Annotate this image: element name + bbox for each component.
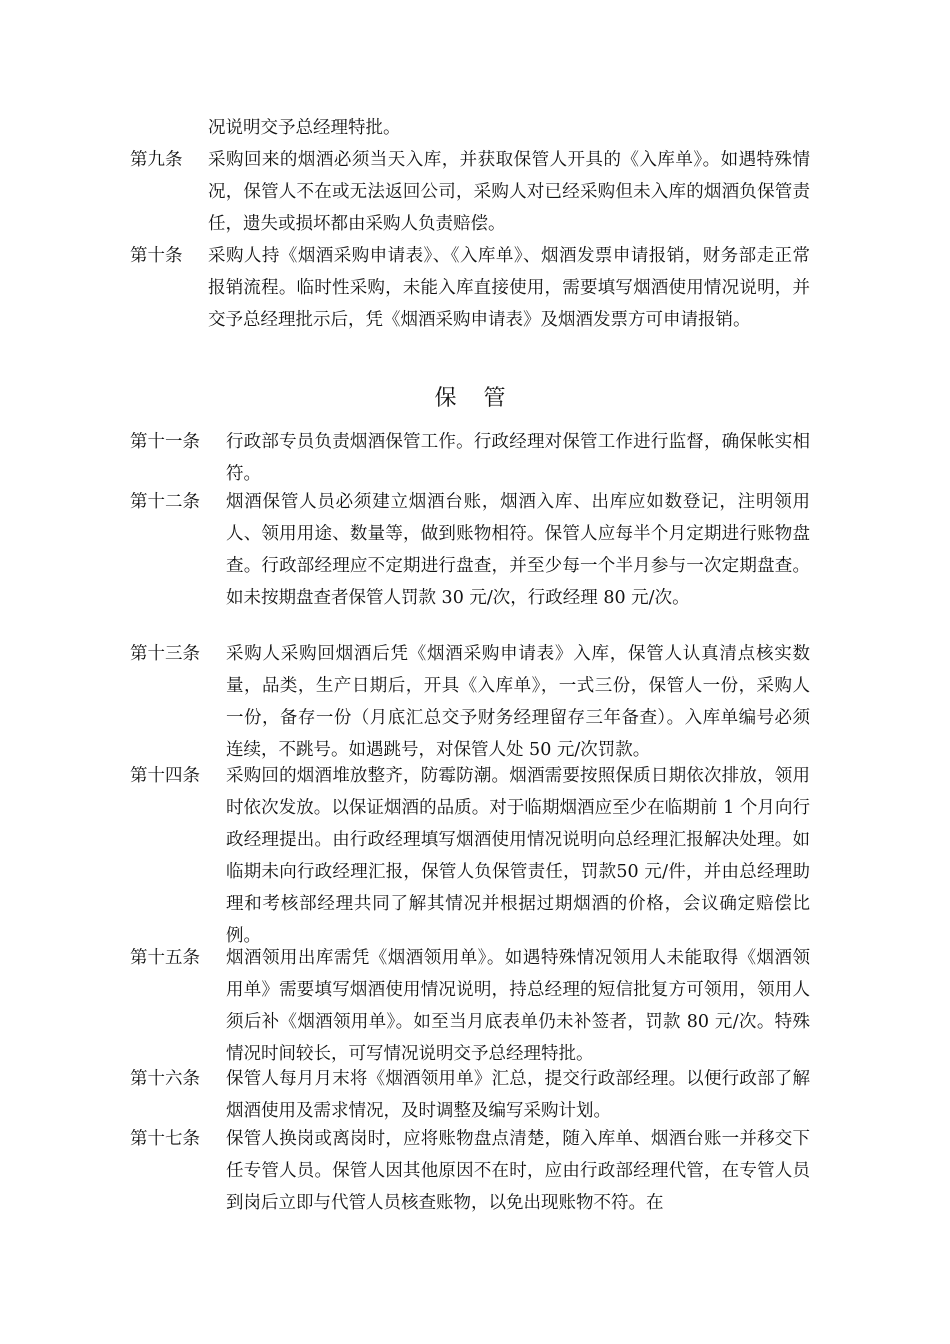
article-label: 第十二条 <box>130 492 200 512</box>
article-10 <box>130 240 810 336</box>
article-text: 保管人换岗或离岗时，应将账物盘点清楚，随入库单、烟酒台账一并移交下任专管人员。保管人因其他原因不在时，应由行政部经理代管，在专管人员到岗后立即与代管人员核查账物，以免出现账物不符。在 <box>226 1129 810 1213</box>
article-text: 采购人持《烟酒采购申请表》、《入库单》、烟酒发票申请报销，财务部走正常报销流程。临时性采购，未能入库直接使用，需要填写烟酒使用情况说明，并交予总经理批示后，凭《烟酒采购申请表》及烟酒发票方可申请报销。 <box>208 246 810 330</box>
article-text: 烟酒保管人员必须建立烟酒台账，烟酒入库、出库应如数登记，注明领用人、领用用途、数量等，做到账物相符。保管人应每半个月定期进行账物盘查。行政部经理应不定期进行盘查，并至少每一个半月参与一次定期盘查。如未按期盘查者保管人罚款 30 元/次，行政经理 80 元/次。 <box>226 492 810 608</box>
article-16 <box>130 1063 810 1127</box>
section-title: 保 管 <box>434 386 516 411</box>
article-text: 行政部专员负责烟酒保管工作。行政经理对保管工作进行监督，确保帐实相符。 <box>226 432 810 484</box>
article-11 <box>130 426 810 490</box>
article-text: 采购回来的烟酒必须当天入库，并获取保管人开具的《入库单》。如遇特殊情况，保管人不在或无法返回公司，采购人对已经采购但未入库的烟酒负保管责任，遗失或损坏都由采购人负责赔偿。 <box>208 150 810 234</box>
article-label: 第十一条 <box>130 432 200 452</box>
article-label: 第十四条 <box>130 766 200 786</box>
article-text: 烟酒领用出库需凭《烟酒领用单》。如遇特殊情况领用人未能取得《烟酒领用单》需要填写烟酒使用情况说明，持总经理的短信批复方可领用，领用人须后补《烟酒领用单》。如至当月底表单仍未补签者，罚款 80 元/次。特殊情况时间较长，可写情况说明交予总经理特批。 <box>226 948 810 1064</box>
article-14 <box>130 760 810 952</box>
article-label: 第十五条 <box>130 948 200 968</box>
article-13 <box>130 638 810 766</box>
continuation-text: 况说明交予总经理特批。 <box>208 118 401 138</box>
article-label: 第十条 <box>130 246 183 266</box>
article-15 <box>130 942 810 1070</box>
article-label: 第九条 <box>130 150 183 170</box>
article-17 <box>130 1123 810 1219</box>
article-text: 保管人每月月末将《烟酒领用单》汇总，提交行政部经理。以便行政部了解烟酒使用及需求情况，及时调整及编写采购计划。 <box>226 1069 810 1121</box>
article-text: 采购回的烟酒堆放整齐，防霉防潮。烟酒需要按照保质日期依次排放，领用时依次发放。以保证烟酒的品质。对于临期烟酒应至少在临期前 1 个月向行政经理提出。由行政经理填写烟酒使用情况说明向总经理汇报解决处理。如临期未向行政经理汇报，保管人负保管责任，罚款50 元/件，并由总经理助理和考核部经理共同了解其情况并根据过期烟酒的价格，会议确定赔偿比例。 <box>226 766 810 946</box>
article-9 <box>130 144 810 240</box>
article-label: 第十三条 <box>130 644 200 664</box>
article-text: 采购人采购回烟酒后凭《烟酒采购申请表》入库，保管人认真清点核实数量，品类，生产日期后，开具《入库单》，一式三份，保管人一份，采购人一份，备存一份（月底汇总交予财务经理留存三年备查）。入库单编号必须连续，不跳号。如遇跳号，对保管人处 50 元/次罚款。 <box>226 644 810 760</box>
article-label: 第十七条 <box>130 1129 200 1149</box>
article-label: 第十六条 <box>130 1069 200 1089</box>
article-12 <box>130 486 810 614</box>
